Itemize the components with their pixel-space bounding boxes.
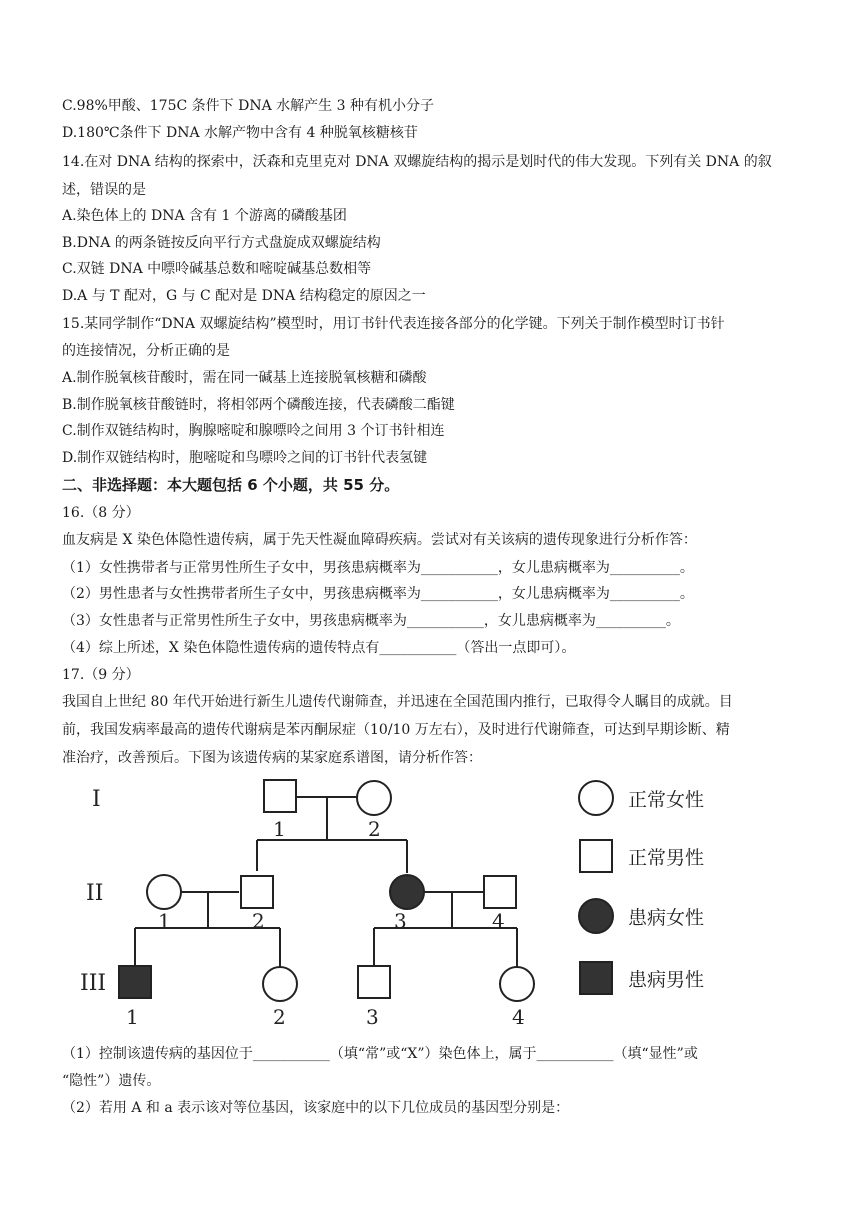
- II-3-affected-female: [390, 875, 424, 909]
- q16-part-1: （1）女性携带者与正常男性所生子女中，男孩患病概率为___________，女儿患病概率为__________。: [62, 560, 694, 576]
- q13-option-d: D.180℃条件下 DNA 水解产物中含有 4 种脱氧核糖核苷: [62, 125, 418, 141]
- q17-part-1-cont: “隐性”）遗传。: [62, 1073, 161, 1089]
- q16-intro: 血友病是 X 染色体隐性遗传病，属于先天性凝血障碍疾病。尝试对有关该病的遗传现象进行分析作答：: [62, 532, 697, 548]
- III-3-label: 3: [366, 1005, 379, 1029]
- II-4-label: 4: [492, 909, 505, 933]
- q13-option-c: C.98%甲酸、175C 条件下 DNA 水解产生 3 种有机小分子: [62, 98, 434, 114]
- q17-part-2: （2）若用 A 和 a 表示该对等位基因，该家庭中的以下几位成员的基因型分别是：: [62, 1100, 570, 1116]
- III-3-normal-male: [358, 966, 390, 998]
- q15-option-b: B.制作脱氧核苷酸链时，将相邻两个磷酸连接，代表磷酸二酯键: [62, 397, 455, 413]
- legend-affected-male-symbol: [580, 962, 612, 994]
- q15-stem-cont: 的连接情况，分析正确的是: [62, 343, 230, 359]
- I-1-label: 1: [273, 817, 286, 841]
- section-2-heading: 二、非选择题：本大题包括 6 个小题，共 55 分。: [62, 476, 400, 494]
- II-4-normal-male: [484, 876, 516, 908]
- legend-affected-female-label: 患病女性: [628, 907, 705, 929]
- III-4-label: 4: [512, 1005, 525, 1029]
- q17-heading: 17.（9 分）: [62, 667, 140, 683]
- generation-label-III: III: [80, 971, 107, 996]
- pedigree-diagram: [60, 768, 760, 1030]
- III-1-label: 1: [126, 1005, 139, 1029]
- II-2-normal-male: [241, 876, 273, 908]
- I-1-normal-male: [264, 780, 296, 812]
- q15-stem: 15.某同学制作“DNA 双螺旋结构”模型时，用订书针代表连接各部分的化学键。下列关于制作模型时订书针: [62, 316, 725, 332]
- q16-part-2: （2）男性患者与女性携带者所生子女中，男孩患病概率为___________，女儿患病概率为__________。: [62, 586, 694, 602]
- I-2-label: 2: [368, 817, 381, 841]
- q15-option-d: D.制作双链结构时，胞嘧啶和鸟嘌呤之间的订书针代表氢键: [62, 450, 428, 466]
- II-2-label: 2: [252, 909, 265, 933]
- q17-part-1: （1）控制该遗传病的基因位于___________（填“常”或“X”）染色体上，属于___________（填“显性”或: [62, 1046, 698, 1062]
- q17-paragraph-2: 前，我国发病率最高的遗传代谢病是苯丙酮尿症（10/10 万左右），及时进行代谢筛查，可达到早期诊断、精: [62, 722, 730, 738]
- legend-affected-female-symbol: [579, 899, 613, 933]
- q15-option-a: A.制作脱氧核苷酸时，需在同一碱基上连接脱氧核糖和磷酸: [62, 370, 427, 386]
- III-1-affected-male: [119, 966, 151, 998]
- generation-label-II: II: [86, 881, 104, 906]
- q14-option-b: B.DNA 的两条链按反向平行方式盘旋成双螺旋结构: [62, 235, 381, 251]
- q14-option-c: C.双链 DNA 中嘌呤碱基总数和嘧啶碱基总数相等: [62, 261, 372, 277]
- q17-paragraph-1: 我国自上世纪 80 年代开始进行新生儿遗传代谢筛查，并迅速在全国范围内推行，已取得令人瞩目的成就。目: [62, 694, 733, 710]
- q15-option-c: C.制作双链结构时，胸腺嘧啶和腺嘌呤之间用 3 个订书针相连: [62, 423, 445, 439]
- legend-affected-male-label: 患病男性: [628, 969, 705, 991]
- legend-normal-female-symbol: [579, 781, 613, 815]
- II-1-label: 1: [158, 909, 171, 933]
- II-3-label: 3: [394, 909, 407, 933]
- q14-option-d: D.A 与 T 配对，G 与 C 配对是 DNA 结构稳定的原因之一: [62, 288, 426, 304]
- pedigree-lines: [135, 797, 517, 968]
- III-2-normal-female: [263, 967, 297, 1001]
- q17-paragraph-3: 准治疗，改善预后。下图为该遗传病的某家庭系谱图，请分析作答：: [62, 750, 482, 766]
- I-2-normal-female: [357, 781, 391, 815]
- legend-normal-male-label: 正常男性: [628, 847, 705, 869]
- q14-stem-cont: 述，错误的是: [62, 182, 146, 198]
- legend-normal-female-label: 正常女性: [628, 789, 705, 811]
- q16-heading: 16.（8 分）: [62, 505, 140, 521]
- q16-part-4: （4）综上所述，X 染色体隐性遗传病的遗传特点有___________（答出一点即可）。: [62, 640, 576, 656]
- q16-part-3: （3）女性患者与正常男性所生子女中，男孩患病概率为___________，女儿患病概率为__________。: [62, 613, 680, 629]
- III-4-normal-female: [500, 967, 534, 1001]
- q14-option-a: A.染色体上的 DNA 含有 1 个游离的磷酸基团: [62, 208, 347, 224]
- III-2-label: 2: [273, 1005, 286, 1029]
- legend: [579, 781, 704, 994]
- legend-normal-male-symbol: [580, 840, 612, 872]
- q14-stem: 14.在对 DNA 结构的探索中，沃森和克里克对 DNA 双螺旋结构的揭示是划时代的伟大发现。下列有关 DNA 的叙: [62, 154, 772, 170]
- II-1-normal-female: [147, 875, 181, 909]
- generation-label-I: I: [92, 787, 101, 812]
